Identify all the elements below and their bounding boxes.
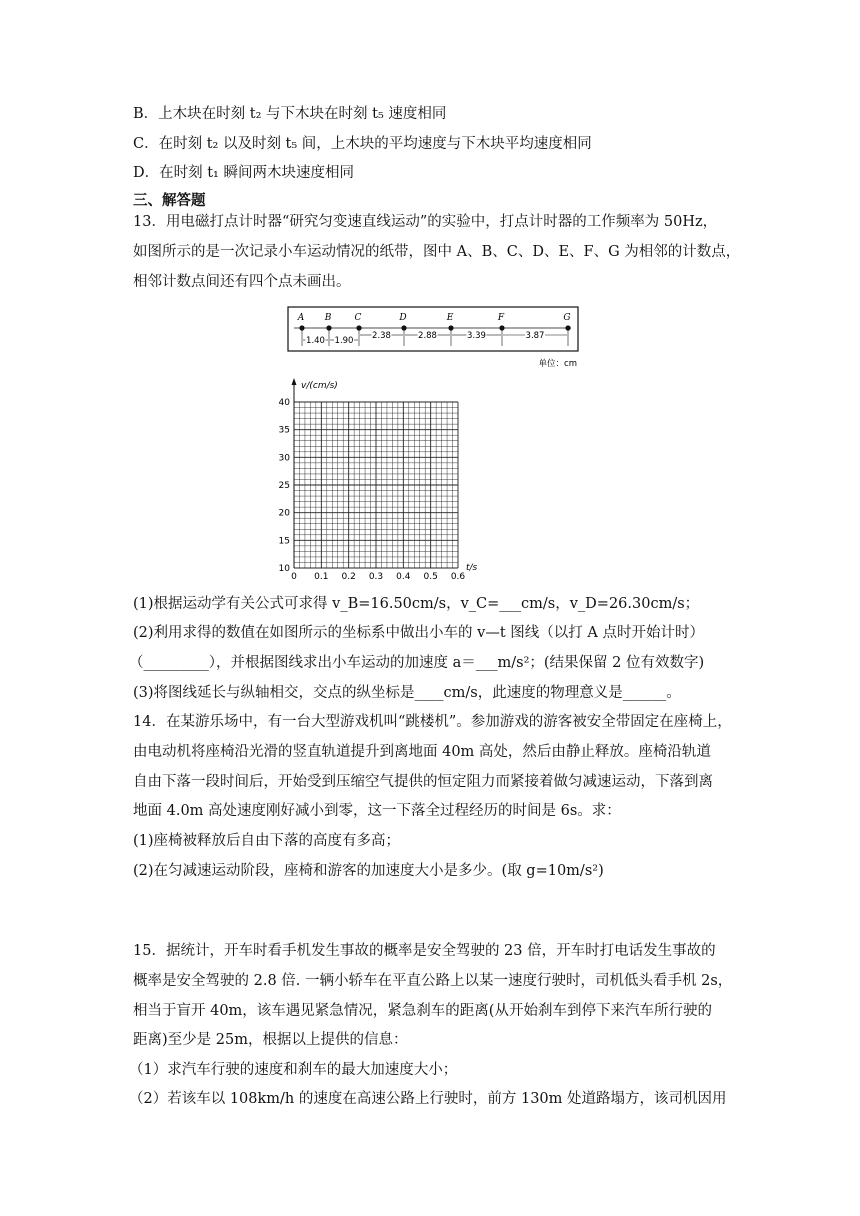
tape-border <box>288 307 578 351</box>
tape-unit: 单位：cm <box>538 359 577 368</box>
q13-part-3: (3)将图线延长与纵轴相交，交点的纵坐标是____cm/s，此速度的物理意义是______。 <box>133 685 681 701</box>
tape-distance-label: 1.40 <box>306 336 325 346</box>
y-tick-label: 40 <box>278 398 290 408</box>
tape-distance-label: 1.90 <box>334 336 354 346</box>
q15-line: 相当于盲开 40m，该车遇见紧急情况，紧急刹车的距离(从开始刹车到停下来汽车所行驶的 <box>133 1003 712 1019</box>
tape-point-label: A <box>297 313 305 323</box>
q14-part-2: (2)在匀减速运动阶段，座椅和游客的加速度大小是多少。(取 g=10m/s²) <box>133 863 604 879</box>
x-tick-label: 0.3 <box>368 572 384 580</box>
tape-point-label: D <box>399 313 407 323</box>
vt-graph <box>268 376 488 580</box>
q13-stem-line: 相邻计数点间还有四个点未画出。 <box>133 274 351 290</box>
option-b: B．上木块在时刻 t₂ 与下木块在时刻 t₅ 速度相同 <box>133 106 447 122</box>
x-axis-label: t/s <box>466 563 478 573</box>
x-tick-label: 0.6 <box>450 572 466 580</box>
tape-distance-label: 3.87 <box>525 331 545 341</box>
section-title: 三、解答题 <box>133 192 206 209</box>
option-d: D．在时刻 t₁ 瞬间两木块速度相同 <box>133 165 354 181</box>
tape-point-label: E <box>446 313 454 323</box>
option-c: C．在时刻 t₂ 以及时刻 t₅ 间，上木块的平均速度与下木块平均速度相同 <box>133 136 592 152</box>
y-axis-arrow <box>292 378 297 385</box>
q15-line: 概率是安全驾驶的 2.8 倍. 一辆小轿车在平直公路上以某一速度行驶时，司机低头看手机 2s， <box>133 973 733 989</box>
q14-line: 自由下落一段时间后，开始受到压缩空气提供的恒定阻力而紧接着做匀减速运动，下落到离 <box>133 774 713 790</box>
q13-part-2-cont: （_________），并根据图线求出小车运动的加速度 a＝___m/s²；(结果保留 2 位有效数字) <box>129 655 705 671</box>
paper-tape-figure <box>287 306 579 368</box>
q13-stem-line: 13．用电磁打点计时器“研究匀变速直线运动”的实验中，打点计时器的工作频率为 50Hz， <box>133 214 718 230</box>
q14-line: 地面 4.0m 高处速度刚好减小到零，这一下落全过程经历的时间是 6s。求： <box>133 803 621 819</box>
tape-point-label: B <box>324 313 332 323</box>
y-tick-label: 20 <box>278 508 290 519</box>
q15-part-2: （2）若该车以 108km/h 的速度在高速公路上行驶时，前方 130m 处道路塌方，该司机因用 <box>129 1091 727 1107</box>
y-tick-label: 25 <box>278 481 290 491</box>
y-tick-label: 15 <box>278 536 290 547</box>
q14-line: 14．在某游乐场中，有一台大型游戏机叫“跳楼机”。参加游戏的游客被安全带固定在座椅上， <box>133 714 732 730</box>
tape-point-label: F <box>497 313 505 323</box>
q13-part-2: (2)利用求得的数值在如图所示的坐标系中做出小车的 v—t 图线（以打 A 点时开始计时） <box>133 625 704 641</box>
y-tick-label: 35 <box>278 425 290 436</box>
tape-point-label: G <box>563 313 571 323</box>
x-tick-label: 0.4 <box>396 572 411 580</box>
y-tick-label: 10 <box>278 564 290 574</box>
x-tick-label: 0 <box>291 572 297 580</box>
q13-part-1: (1)根据运动学有关公式可求得 v_B=16.50cm/s，v_C=___cm/s，v_D=26.30cm/s； <box>133 596 700 612</box>
tape-distance-label: 2.38 <box>372 331 391 341</box>
y-tick-label: 30 <box>278 453 290 464</box>
q15-line: 距离)至少是 25m，根据以上提供的信息： <box>133 1032 408 1048</box>
q14-line: 由电动机将座椅沿光滑的竖直轨道提升到离地面 40m 高处，然后由静止释放。座椅沿轨道 <box>133 744 711 760</box>
q15-part-1: （1）求汽车行驶的速度和刹车的最大加速度大小； <box>129 1062 458 1078</box>
x-tick-label: 0.2 <box>341 572 356 580</box>
tape-point-label: C <box>354 313 362 323</box>
x-tick-label: 0.5 <box>423 572 438 580</box>
q14-part-1: (1)座椅被释放后自由下落的高度有多高； <box>133 833 401 849</box>
y-axis-label: v/(cm/s) <box>301 381 338 391</box>
q13-stem-line: 如图所示的是一次记录小车运动情况的纸带，图中 A、B、C、D、E、F、G 为相邻的计数点， <box>133 244 741 260</box>
tape-distance-label: 2.88 <box>418 331 437 341</box>
q15-line: 15．据统计，开车时看手机发生事故的概率是安全驾驶的 23 倍，开车时打电话发生事故的 <box>133 943 716 959</box>
x-tick-label: 0.1 <box>314 572 329 580</box>
tape-distance-label: 3.39 <box>467 331 486 341</box>
